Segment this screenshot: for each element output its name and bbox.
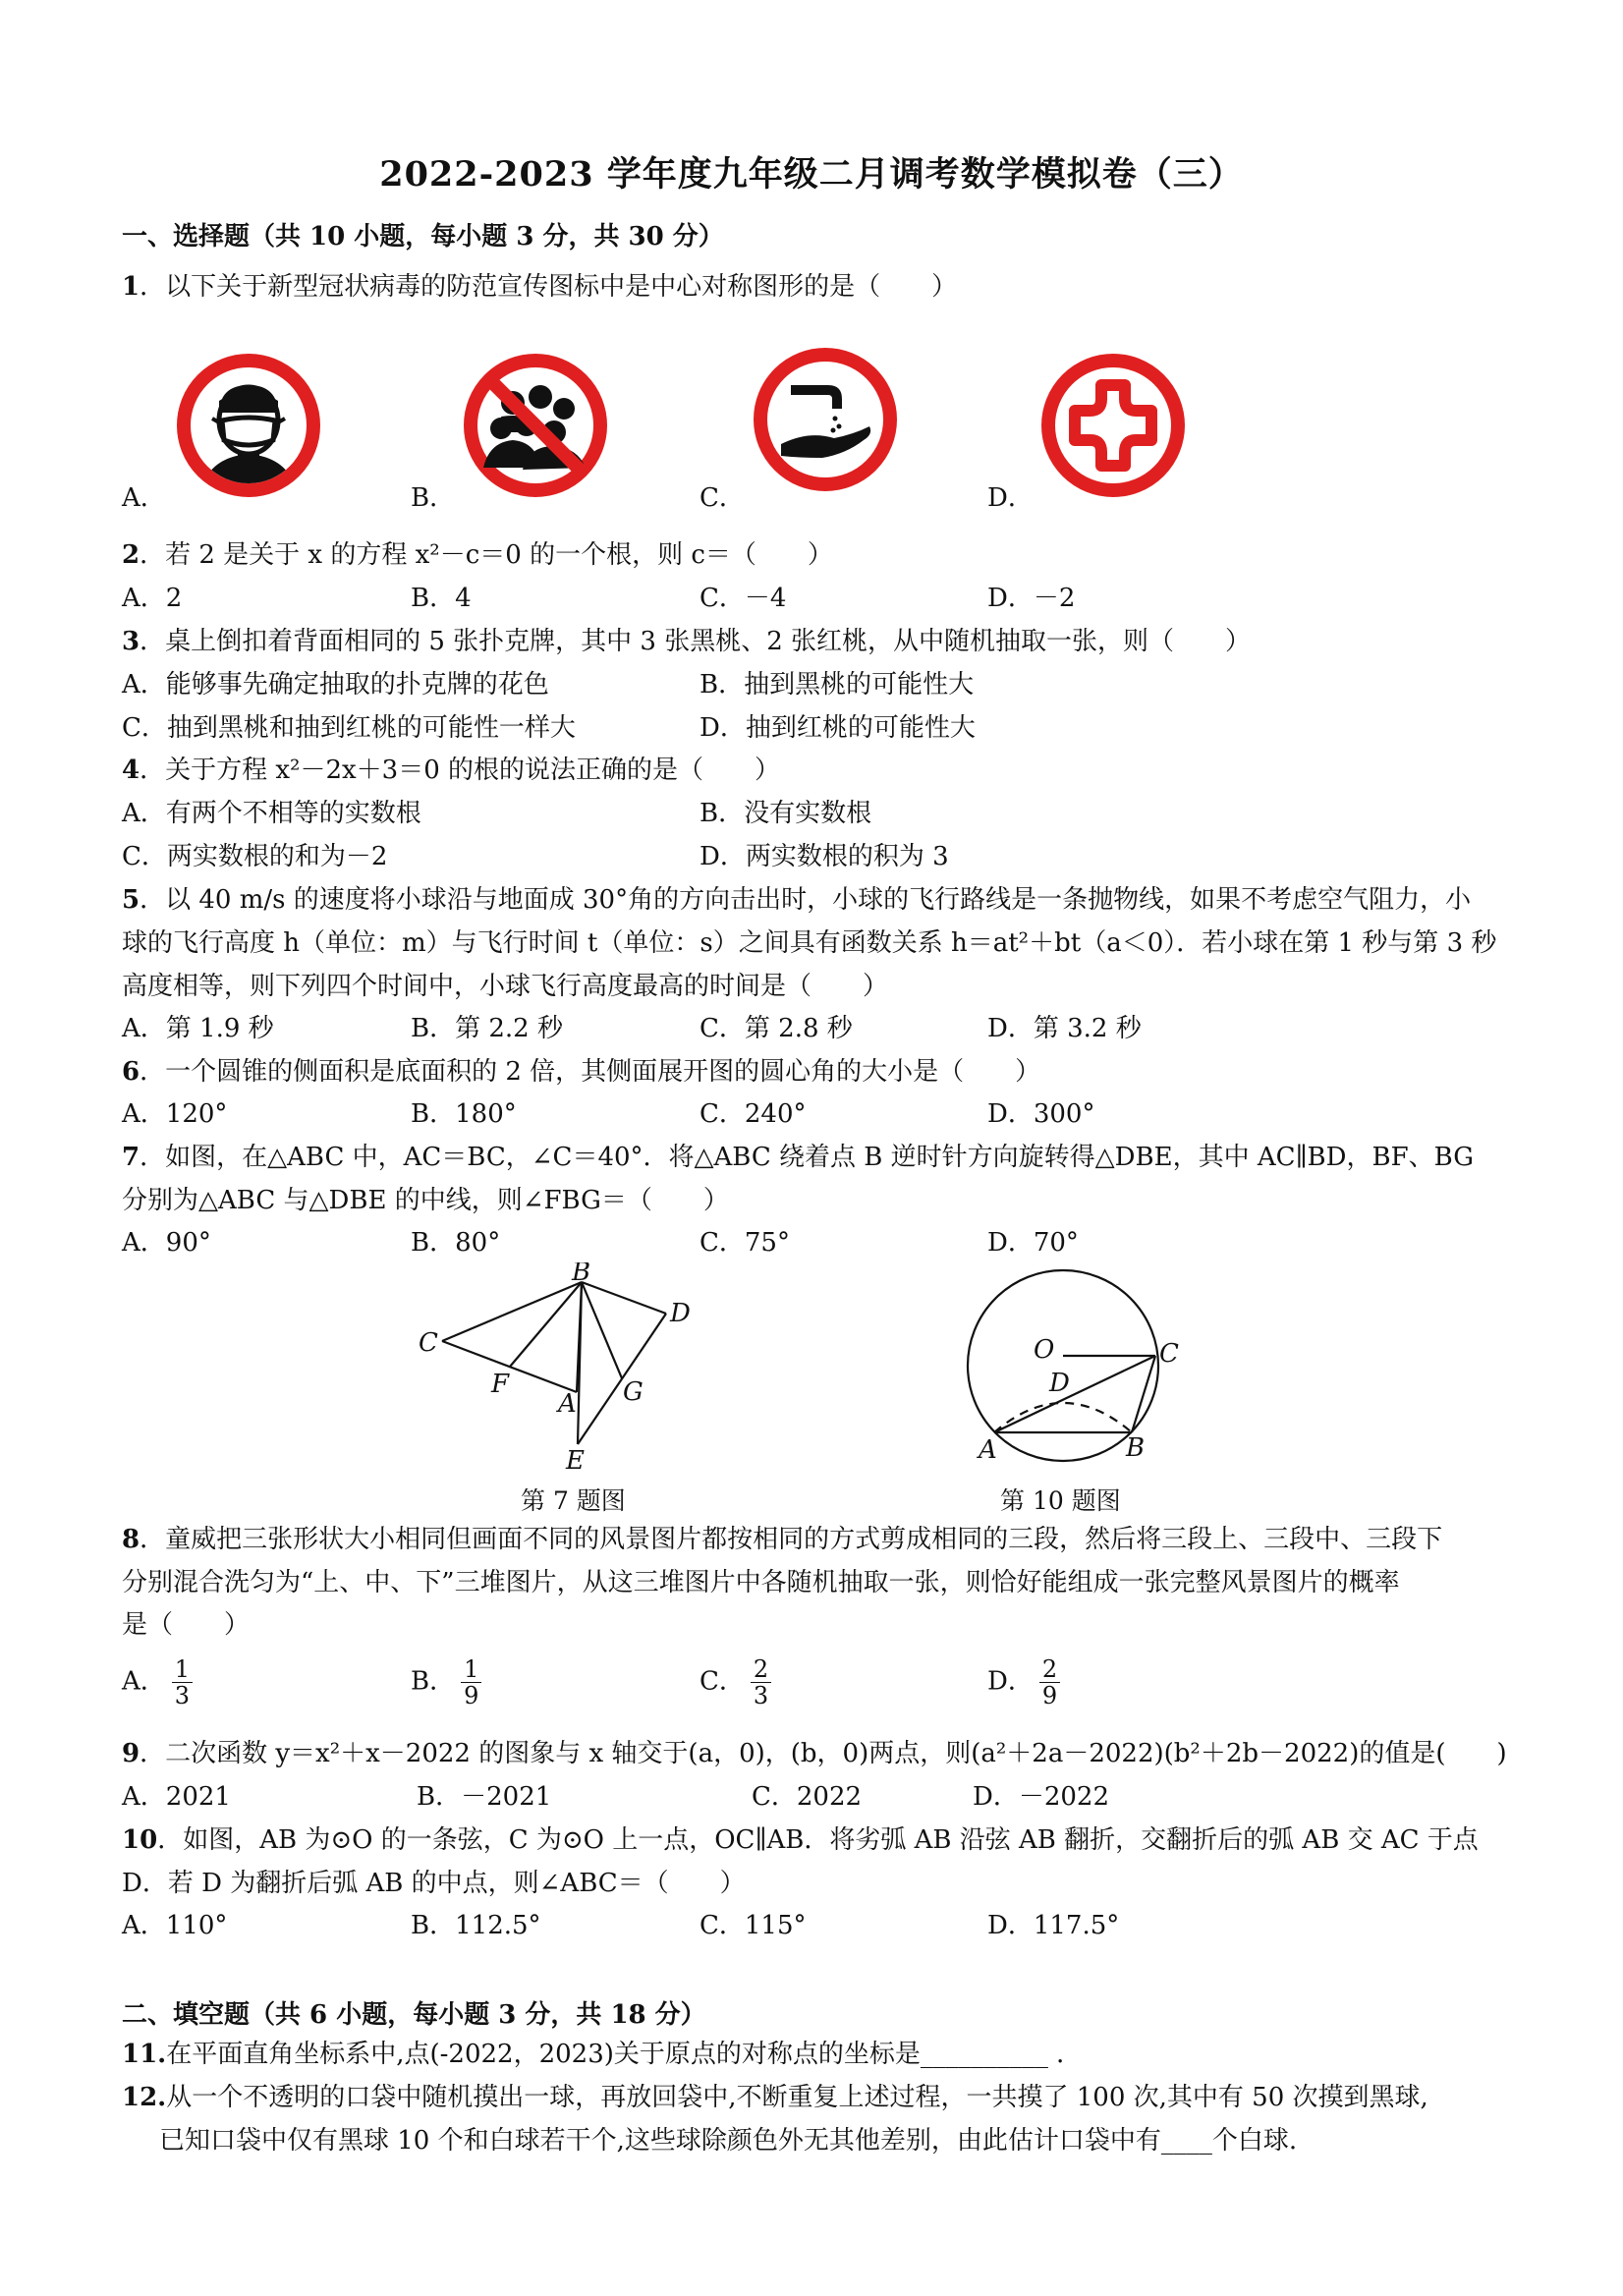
q9-option-c: C．2022 <box>752 1782 863 1812</box>
mask-person-icon <box>175 352 322 499</box>
q10-option-d: D．117.5° <box>987 1911 1120 1940</box>
question-3 <box>122 625 1251 658</box>
section-fill-heading: 二、填空题（共 6 小题，每小题 3 分，共 18 分） <box>122 2000 706 2030</box>
question-text: ．如图，AB 为⊙O 的一条弦，C 为⊙O 上一点，OC∥AB．将劣弧 AB 沿弦 AB 翻折，交翻折后的弧 AB 交 AC 于点 <box>157 1825 1479 1855</box>
question-4 <box>122 754 780 787</box>
q3-option-c: C．抽到黑桃和抽到红桃的可能性一样大 <box>122 713 576 743</box>
question-text: ．若 2 是关于 x 的方程 x²－c＝0 的一个根，则 c＝（ ） <box>140 540 833 570</box>
question-text: ．二次函数 y＝x²＋x－2022 的图象与 x 轴交于(a，0)，(b，0)两点，则(a²＋2a－2022)(b²＋2b－2022)的值是( ) <box>140 1739 1507 1768</box>
q5-option-b: B．第 2.2 秒 <box>411 1014 563 1043</box>
section-choice-heading: 一、选择题（共 10 小题，每小题 3 分，共 30 分） <box>122 222 724 252</box>
q8-option-d: D． $\frac{2}{9}$ <box>987 1656 1060 1708</box>
q4-option-c: C．两实数根的和为－2 <box>122 842 388 871</box>
question-8-line-3: 是（ ） <box>122 1610 251 1640</box>
q5-option-d: D．第 3.2 秒 <box>987 1014 1142 1043</box>
question-12-line-1 <box>122 2081 1428 2114</box>
red-cross-icon <box>1039 352 1187 499</box>
q7-option-a: A．90° <box>122 1228 211 1258</box>
fig10-label-d: D <box>1049 1369 1070 1398</box>
q7-option-d: D．70° <box>987 1228 1079 1258</box>
question-number: 12. <box>122 2083 167 2112</box>
fig7-label-f: F <box>491 1370 510 1399</box>
q4-option-d: D．两实数根的积为 3 <box>700 842 949 871</box>
question-5-line-3: 高度相等，则下列四个时间中，小球飞行高度最高的时间是（ ） <box>122 972 889 1001</box>
question-7-line-1 <box>122 1141 1474 1174</box>
q3-option-b: B．抽到黑桃的可能性大 <box>700 670 975 700</box>
question-5-line-2: 球的飞行高度 h（单位：m）与飞行时间 t（单位：s）之间具有函数关系 h＝at²＋bt（a＜0）．若小球在第 1 秒与第 3 秒 <box>122 928 1497 958</box>
question-8-line-1 <box>122 1523 1442 1556</box>
q9-option-a: A．2021 <box>122 1782 231 1812</box>
question-text: ．关于方程 x²－2x＋3＝0 的根的说法正确的是（ ） <box>140 756 780 785</box>
question-number: 6 <box>122 1057 140 1087</box>
question-12-line-2: 已知口袋中仅有黑球 10 个和白球若干个,这些球除颜色外无其他差别，由此估计口袋中有____个白球. <box>159 2126 1298 2156</box>
question-text: 在平面直角坐标系中,点(-2022，2023)关于原点的对称点的坐标是__________ ． <box>166 2040 1083 2069</box>
fig10-label-a: A <box>979 1435 997 1465</box>
question-10-line-1 <box>122 1823 1479 1857</box>
question-number: 4 <box>122 756 140 785</box>
q9-option-d: D．－2022 <box>973 1782 1110 1812</box>
question-number: 3 <box>122 627 140 656</box>
question-2 <box>122 538 833 572</box>
fig10-label-b: B <box>1126 1433 1146 1463</box>
fig10-label-o: O <box>1034 1335 1055 1365</box>
q8-option-c: C． $\frac{2}{3}$ <box>700 1656 771 1708</box>
q10-option-c: C．115° <box>700 1911 807 1940</box>
q10-option-a: A．110° <box>122 1911 228 1940</box>
page-title: 2022-2023 学年度九年级二月调考数学模拟卷（三） <box>379 154 1244 195</box>
fig7-label-d: D <box>670 1299 691 1328</box>
q1-option-b: B． <box>411 483 456 513</box>
question-number: 5 <box>122 885 140 915</box>
question-number: 8 <box>122 1525 140 1554</box>
question-text: ．以 40 m/s 的速度将小球沿与地面成 30°角的方向击出时，小球的飞行路线是一条抛物线，如果不考虑空气阻力，小 <box>140 885 1472 915</box>
q5-option-c: C．第 2.8 秒 <box>700 1014 853 1043</box>
q6-option-d: D．300° <box>987 1099 1095 1129</box>
q6-option-b: B．180° <box>411 1099 517 1129</box>
fig7-label-e: E <box>566 1446 585 1474</box>
q8-option-b: B． $\frac{1}{9}$ <box>411 1656 481 1708</box>
question-number: 10 <box>122 1825 158 1855</box>
question-number: 7 <box>122 1143 140 1172</box>
question-number: 11. <box>122 2040 167 2069</box>
q6-option-a: A．120° <box>122 1099 228 1129</box>
question-text: ．一个圆锥的侧面积是底面积的 2 倍，其侧面展开图的圆心角的大小是（ ） <box>140 1057 1041 1087</box>
fig7-label-g: G <box>623 1377 644 1407</box>
question-11 <box>122 2038 1082 2071</box>
q7-option-b: B．80° <box>411 1228 501 1258</box>
question-text: ．童威把三张形状大小相同但画面不同的风景图片都按相同的方式剪成相同的三段，然后将三段上、三段中、三段下 <box>140 1525 1443 1554</box>
q2-option-d: D．－2 <box>987 584 1076 613</box>
question-text: ．以下关于新型冠状病毒的防范宣传图标中是中心对称图形的是（ ） <box>140 272 958 302</box>
question-text: 从一个不透明的口袋中随机摸出一球，再放回袋中,不断重复上述过程，一共摸了 100 次,其中有 50 次摸到黑球, <box>166 2083 1428 2112</box>
question-5-line-1 <box>122 883 1471 917</box>
q3-option-d: D．抽到红桃的可能性大 <box>700 713 976 743</box>
q2-option-c: C．－4 <box>700 584 787 613</box>
q9-option-b: B．－2021 <box>417 1782 552 1812</box>
figure-7-caption: 第 7 题图 <box>521 1486 626 1515</box>
q4-option-b: B．没有实数根 <box>700 799 872 828</box>
wash-hands-icon <box>752 346 899 493</box>
q5-option-a: A．第 1.9 秒 <box>122 1014 274 1043</box>
question-text: ．如图，在△ABC 中，AC＝BC，∠C＝40°．将△ABC 绕着点 B 逆时针方向旋转得△DBE，其中 AC∥BD，BF、BG <box>140 1143 1475 1172</box>
question-number: 1 <box>122 272 140 302</box>
figure-10-caption: 第 10 题图 <box>1000 1486 1121 1515</box>
fig7-label-c: C <box>419 1328 438 1358</box>
question-6 <box>122 1055 1040 1089</box>
q2-option-b: B．4 <box>411 584 472 613</box>
question-9 <box>122 1737 1507 1770</box>
q8-option-a: A． $\frac{1}{3}$ <box>122 1656 193 1708</box>
q3-option-a: A．能够事先确定抽取的扑克牌的花色 <box>122 670 549 700</box>
fig7-label-a: A <box>558 1389 577 1419</box>
question-8-line-2: 分别混合洗匀为“上、中、下”三堆图片，从这三堆图片中各随机抽取一张，则恰好能组成一张完整风景图片的概率 <box>122 1568 1400 1597</box>
fig10-label-c: C <box>1159 1339 1179 1369</box>
figure-7-triangles <box>413 1262 707 1474</box>
q1-option-a: A． <box>122 483 166 513</box>
question-1 <box>122 270 957 304</box>
figure-10-circle <box>953 1258 1208 1476</box>
question-number: 9 <box>122 1739 140 1768</box>
q1-option-d: D． <box>987 483 1034 513</box>
q2-option-a: A．2 <box>122 584 183 613</box>
question-number: 2 <box>122 540 140 570</box>
q7-option-c: C．75° <box>700 1228 790 1258</box>
q6-option-c: C．240° <box>700 1099 807 1129</box>
no-crowd-icon <box>462 352 609 499</box>
q1-option-c: C． <box>700 483 745 513</box>
fig7-label-b: B <box>572 1262 591 1287</box>
question-text: ．桌上倒扣着背面相同的 5 张扑克牌，其中 3 张黑桃、2 张红桃，从中随机抽取一张，则（ ） <box>140 627 1252 656</box>
q4-option-a: A．有两个不相等的实数根 <box>122 799 421 828</box>
q10-option-b: B．112.5° <box>411 1911 541 1940</box>
question-7-line-2: 分别为△ABC 与△DBE 的中线，则∠FBG＝（ ） <box>122 1186 729 1215</box>
question-10-line-2: D．若 D 为翻折后弧 AB 的中点，则∠ABC＝（ ） <box>122 1869 746 1898</box>
